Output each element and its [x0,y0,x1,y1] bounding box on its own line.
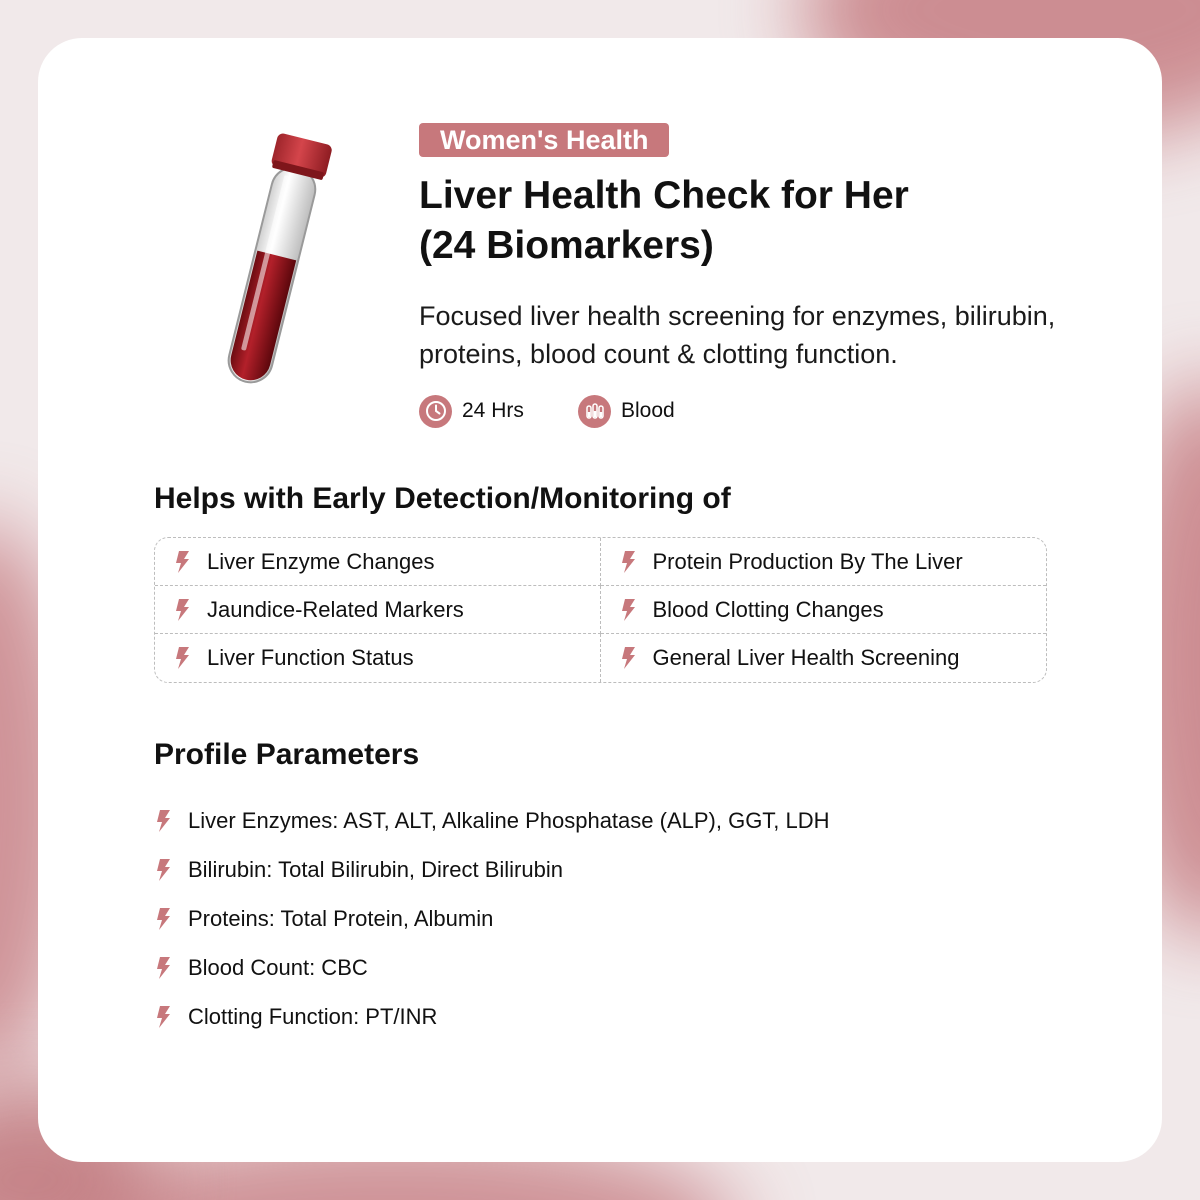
lightning-bolt-icon [619,646,637,670]
turnaround-label: 24 Hrs [462,399,524,422]
detection-item [155,538,601,586]
detection-item-label: Jaundice-Related Markers [207,596,464,622]
lightning-bolt-icon [619,598,637,622]
turnaround-time [419,394,524,428]
detection-item [601,634,1047,682]
blood-vials-icon [578,395,611,428]
lightning-bolt-icon [154,1005,172,1029]
lightning-bolt-icon [154,907,172,931]
list-item [154,796,830,845]
lightning-bolt-icon [173,550,191,574]
description-line: proteins, blood count & clotting function. [419,339,898,369]
parameter-label: Proteins: Total Protein, Albumin [188,905,494,931]
detection-item-label: Blood Clotting Changes [652,596,884,622]
lightning-bolt-icon [154,956,172,980]
product-card [38,38,1162,1162]
list-item [154,992,830,1041]
sample-type [578,394,675,428]
clock-icon [419,395,452,428]
list-item [154,943,830,992]
detection-item-label: Liver Function Status [207,645,414,670]
parameter-label: Blood Count: CBC [188,954,368,980]
lightning-bolt-icon [619,550,637,574]
parameter-label: Clotting Function: PT/INR [188,1003,438,1029]
detection-item [601,586,1047,634]
parameter-label: Bilirubin: Total Bilirubin, Direct Bilirubin [188,856,563,882]
list-item [154,845,830,894]
parameter-label: Liver Enzymes: AST, ALT, Alkaline Phosphatase (ALP), GGT, LDH [188,807,830,833]
title-line: (24 Biomarkers) [419,224,714,267]
list-item [154,894,830,943]
parameters-list [154,796,830,1041]
detection-grid [154,537,1047,683]
detection-item [601,538,1047,586]
parameters-heading: Profile Parameters [154,738,420,771]
lightning-bolt-icon [154,858,172,882]
detection-heading: Helps with Early Detection/Monitoring of [154,482,731,515]
lightning-bolt-icon [173,598,191,622]
detection-item [155,634,601,682]
page-title [419,171,1099,271]
category-badge: Women's Health [419,123,669,157]
detection-item-label: Protein Production By The Liver [652,548,963,574]
description-line: Focused liver health screening for enzymes, bilirubin, [419,301,1056,331]
blood-test-tube-icon [203,128,353,398]
title-line: Liver Health Check for Her [419,174,909,217]
product-description [419,297,1139,373]
detection-item-label: General Liver Health Screening [652,645,960,670]
sample-label: Blood [621,399,675,422]
lightning-bolt-icon [154,809,172,833]
detection-item [155,586,601,634]
detection-item-label: Liver Enzyme Changes [207,548,435,574]
lightning-bolt-icon [173,646,191,670]
